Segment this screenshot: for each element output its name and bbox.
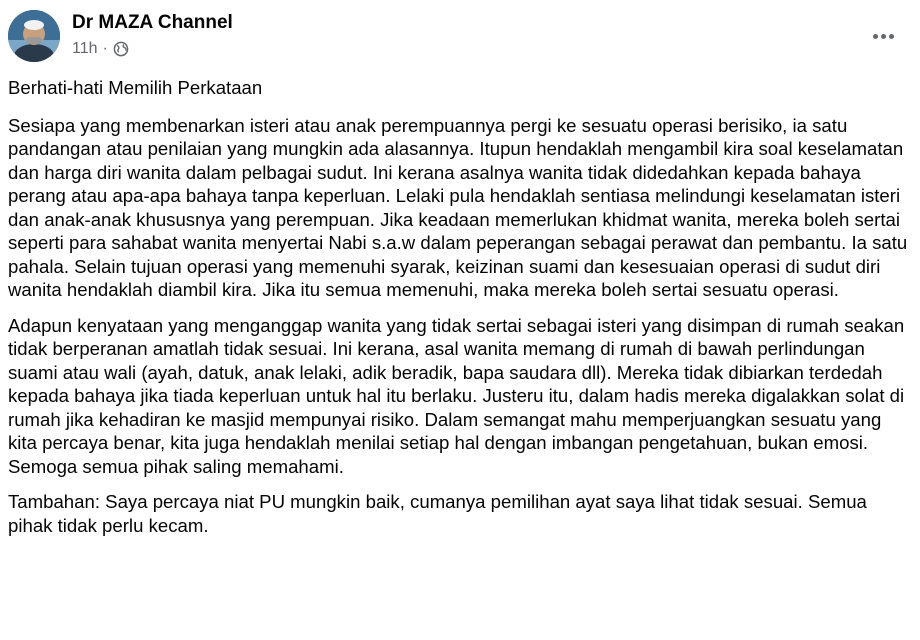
post-paragraph: Tambahan: Saya percaya niat PU mungkin baik, cumanya pemilihan ayat saya lihat tidak sesuai. Semua pihak tidak perlu kecam. [8,491,867,536]
globe-icon[interactable] [113,41,129,57]
post-body [8,76,914,549]
post-header [8,10,920,64]
post-paragraph: Sesiapa yang membenarkan isteri atau anak perempuannya pergi ke sesuatu operasi berisiko, ia satu pandangan atau penilaian yang mungkin ada alasannya. Itupun hendaklah mengambil kira soal keselamatan dan harga diri wanita dalam pelbagai sudut. Ini kerana asalnya wanita tidak didedahkan kepada bahaya perang atau apa-apa bahaya tanpa keperluan. Lelaki pula hendaklah sentiasa melindungi keselamatan isteri dan anak-anak khususnya yang perempuan. Jika keadaan memerlukan khidmat wanita, mereka boleh sertai seperti para sahabat wanita menyertai Nabi s.a.w dalam peperangan sebagai perawat dan pembantu. Ia satu pahala. Selain tujuan operasi yang memenuhi syarak, keizinan suami dan kesesuaian operasi di sudut diri wanita hendaklah diambil kira. Jika itu semua memenuhi, maka mereka boleh sertai sesuatu operasi. [8,114,908,300]
avatar[interactable] [8,10,60,62]
post-title: Berhati-hati Memilih Perkataan [8,77,263,98]
avatar-image [8,10,60,62]
author-name[interactable]: Dr MAZA Channel [72,12,233,33]
post-meta [72,40,129,58]
meta-separator: · [102,40,108,57]
timestamp[interactable]: 11h [72,40,98,57]
more-options-icon[interactable] [868,24,898,48]
post-paragraph: Adapun kenyataan yang menganggap wanita yang tidak sertai sebagai isteri yang disimpan di rumah seakan tidak berperanan amatlah tidak sesuai. Ini kerana, asal wanita memang di rumah di bawah perlindungan suami atau wali (ayah, datuk, anak lelaki, adik beradik, bapa saudara dll). Mereka tidak dibiarkan terdedah kepada bahaya jika tiada keperluan untuk hal itu berlaku. Justeru itu, dalam hadis mereka digalakkan solat di rumah jika kehadiran ke masjid mempunyai risiko. Dalam semangat mahu memperjuangkan sesuatu yang kita percaya benar, kita juga hendaklah menilai setiap hal dengan imbangan pengetahuan, bukan emosi. Semoga semua pihak saling memahami. [8,314,905,477]
